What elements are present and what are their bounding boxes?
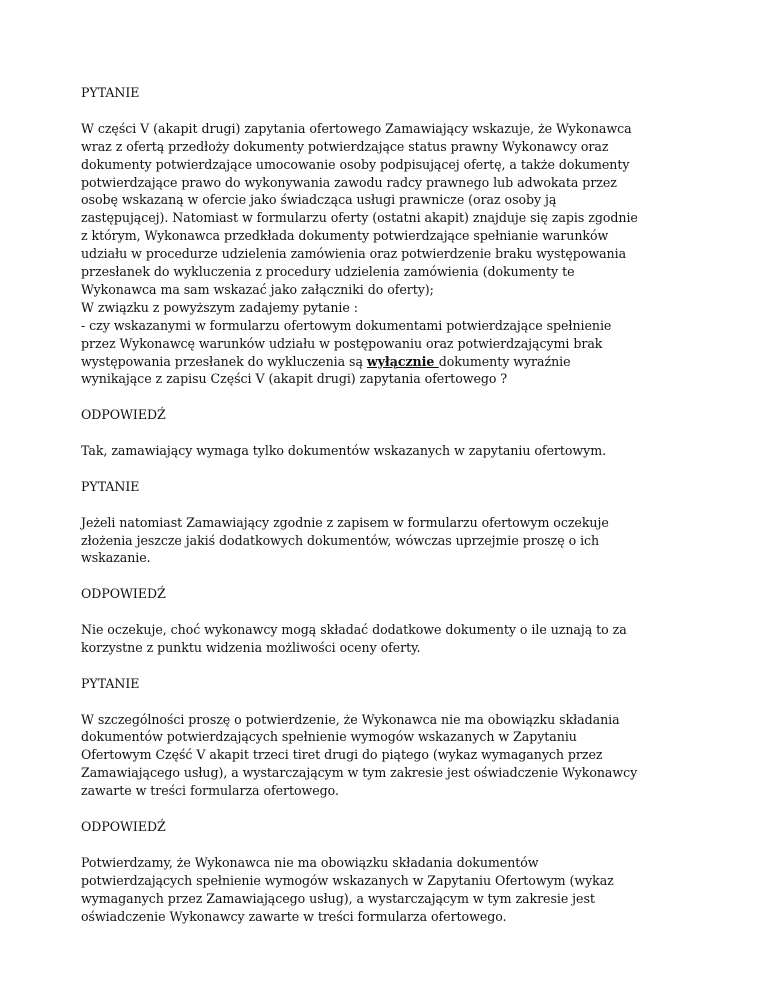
text-line: osobę wskazaną w ofercie jako świadcząca usługi prawnicze (oraz osoby ją	[81, 192, 557, 208]
text-line: przesłanek do wykluczenia z procedury udzielenia zamówienia (dokumenty te	[81, 264, 575, 280]
text-line: udziału w procedurze udzielenia zamówienia oraz potwierdzenie braku występowania	[81, 246, 627, 262]
text-line: - czy wskazanymi w formularzu ofertowym dokumentami potwierdzające spełnienie	[81, 317, 612, 333]
text-line: zastępującej). Natomiast w formularzu oferty (ostatni akapit) znajduje się zapis zgodnie	[81, 210, 638, 226]
text-line: wraz z ofertą przedłoży dokumenty potwierdzające status prawny Wykonawcy oraz	[81, 138, 609, 154]
text-line: Jeżeli natomiast Zamawiający zgodnie z zapisem w formularzu ofertowym oczekuje	[81, 514, 609, 530]
text-line: złożenia jeszcze jakiś dodatkowych dokumentów, wówczas uprzejmie proszę o ich	[81, 532, 600, 548]
text-fragment: występowania przesłanek do wykluczenia są	[81, 353, 367, 369]
text-line: Zamawiającego usług), a wystarczającym w tym zakresie jest oświadczenie Wykonawcy	[81, 765, 638, 781]
text-fragment: dokumenty wyraźnie	[438, 353, 571, 369]
text-line-emphasis	[81, 353, 681, 371]
answer-heading-1: ODPOWIEDŹ	[81, 407, 166, 423]
text-line: potwierdzających spełnienie wymogów wskazanych w Zapytaniu Ofertowym (wykaz	[81, 872, 614, 888]
question-heading-2: PYTANIE	[81, 478, 140, 494]
answer-text-3	[81, 854, 681, 926]
text-line: W związku z powyższym zadajemy pytanie :	[81, 299, 358, 315]
text-line: Nie oczekuje, choć wykonawcy mogą składać dodatkowe dokumenty o ile uznają to za	[81, 622, 627, 638]
document-page	[81, 84, 681, 943]
text-line: wymaganych przez Zamawiającego usług), a wystarczającym w tym zakresie jest	[81, 890, 595, 906]
text-line: dokumenty potwierdzające umocowanie osoby podpisującej ofertę, a także dokumenty	[81, 156, 630, 172]
text-line: z którym, Wykonawca przedkłada dokumenty potwierdzające spełnianie warunków	[81, 228, 609, 244]
text-line: W szczególności proszę o potwierdzenie, że Wykonawca nie ma obowiązku składania	[81, 711, 620, 727]
text-line: Potwierdzamy, że Wykonawca nie ma obowiązku składania dokumentów	[81, 854, 539, 870]
question-heading-3: PYTANIE	[81, 675, 140, 691]
text-line: wynikające z zapisu Części V (akapit drugi) zapytania ofertowego ?	[81, 371, 508, 387]
answer-text-1	[81, 442, 681, 460]
answer-text-2	[81, 621, 681, 657]
text-line: W części V (akapit drugi) zapytania ofertowego Zamawiający wskazuje, że Wykonawca	[81, 120, 632, 136]
emphasized-word: wyłącznie	[366, 353, 439, 369]
text-line: korzystne z punktu widzenia możliwości oceny oferty.	[81, 639, 421, 655]
text-line: potwierdzające prawo do wykonywania zawodu radcy prawnego lub adwokata przez	[81, 174, 617, 190]
text-line: Wykonawca ma sam wskazać jako załączniki do oferty);	[81, 281, 434, 297]
answer-heading-3: ODPOWIEDŹ	[81, 819, 166, 834]
text-line: oświadczenie Wykonawcy zawarte w treści formularza ofertowego.	[81, 908, 507, 924]
text-line: zawarte w treści formularza ofertowego.	[81, 783, 339, 799]
question-heading-1: PYTANIE	[81, 85, 140, 100]
text-line: przez Wykonawcę warunków udziału w postępowaniu oraz potwierdzającymi brak	[81, 335, 603, 351]
text-line: Ofertowym Część V akapit trzeci tiret drugi do piątego (wykaz wymaganych przez	[81, 747, 603, 763]
text-line: wskazanie.	[81, 550, 151, 566]
question-text-1	[81, 120, 681, 389]
answer-heading-2: ODPOWIEDŹ	[81, 586, 166, 602]
question-text-3	[81, 711, 681, 801]
text-line: dokumentów potwierdzających spełnienie wymogów wskazanych w Zapytaniu	[81, 729, 577, 745]
text-line: Tak, zamawiający wymaga tylko dokumentów wskazanych w zapytaniu ofertowym.	[81, 443, 607, 459]
question-text-2	[81, 514, 681, 568]
